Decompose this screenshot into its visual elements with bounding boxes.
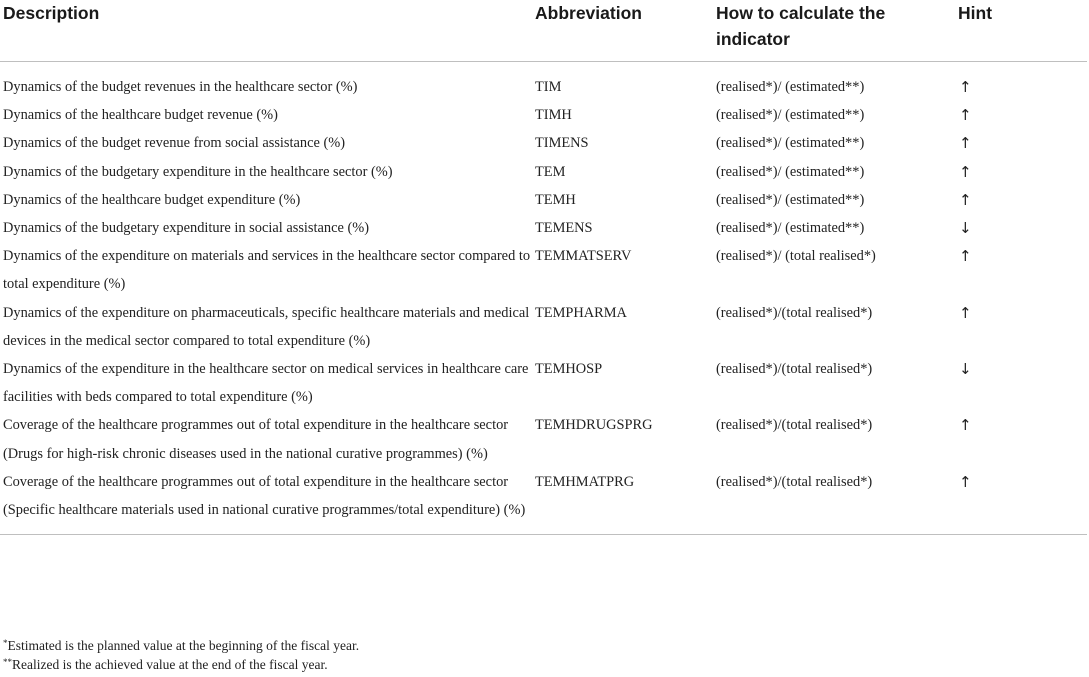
column-header-hint: Hint [955, 0, 1087, 62]
cell-description: Dynamics of the budget revenues in the healthcare sector (%) [3, 79, 358, 95]
cell-abbreviation: TEM [535, 163, 566, 180]
cell-calculation: (realised*)/ (estimated**) [716, 135, 865, 152]
footnote-mark: * [3, 638, 8, 648]
cell-calculation: (realised*)/(total realised*) [716, 361, 873, 378]
table-header [0, 0, 1087, 62]
table-row [0, 186, 1087, 214]
table-row [0, 214, 1087, 242]
cell-calculation: (realised*)/ (estimated**) [716, 79, 865, 95]
cell-description: Dynamics of the budgetary expenditure in the healthcare sector (%) [3, 163, 393, 180]
cell-description: Dynamics of the budget revenue from social assistance (%) [3, 135, 346, 152]
table-row [0, 468, 1087, 535]
cell-calculation: (realised*)/(total realised*) [716, 417, 873, 434]
cell-hint-arrow: ↓ [959, 360, 972, 379]
table-row [0, 242, 1087, 298]
cell-hint-arrow: ↑ [959, 190, 972, 209]
cell-calculation: (realised*)/ (estimated**) [716, 191, 865, 208]
footnote-text: Estimated is the planned value at the beginning of the fiscal year. [7, 638, 360, 653]
cell-calculation: (realised*)/ (total realised*) [716, 248, 876, 265]
column-header-description: Description [0, 0, 534, 62]
cell-abbreviation: TIM [535, 79, 562, 95]
cell-hint-arrow: ↑ [959, 134, 972, 153]
cell-abbreviation: TIMH [535, 107, 572, 124]
table-row [0, 411, 1087, 467]
cell-description: Coverage of the healthcare programmes out of total expenditure in the healthcare sector (Specific healthcare materials used in national curative programmes/total expenditure) (%) [0, 468, 534, 535]
cell-abbreviation: TEMPHARMA [535, 304, 627, 321]
cell-abbreviation: TEMHOSP [535, 361, 603, 378]
table-row [0, 158, 1087, 186]
cell-hint-arrow: ↑ [959, 416, 972, 435]
cell-hint-arrow: ↑ [959, 78, 972, 96]
table-body [0, 62, 1087, 535]
table-footnotes [3, 636, 359, 674]
cell-hint-arrow: ↑ [959, 247, 972, 266]
table-row [0, 62, 1087, 102]
column-header-calculation: How to calculate the indicator [714, 0, 955, 62]
cell-abbreviation: TEMH [535, 191, 576, 208]
cell-abbreviation: TEMMATSERV [535, 248, 632, 265]
cell-hint-arrow: ↑ [955, 468, 1087, 535]
cell-hint-arrow: ↑ [959, 303, 972, 322]
footnote [3, 636, 359, 655]
cell-description: Dynamics of the budgetary expenditure in social assistance (%) [3, 220, 370, 237]
cell-calculation: (realised*)/ (estimated**) [716, 107, 865, 124]
cell-hint-arrow: ↑ [959, 162, 972, 181]
cell-abbreviation: TEMENS [535, 220, 593, 237]
cell-hint-arrow: ↑ [959, 106, 972, 125]
cell-calculation: (realised*)/ (estimated**) [716, 163, 865, 180]
footnote [3, 655, 359, 674]
table-row [0, 101, 1087, 129]
footnote-mark: ** [3, 657, 12, 667]
cell-abbreviation: TEMHMATPRG [534, 468, 714, 535]
cell-description: Dynamics of the healthcare budget expenditure (%) [3, 191, 301, 208]
cell-abbreviation: TIMENS [535, 135, 589, 152]
cell-calculation: (realised*)/(total realised*) [714, 468, 955, 535]
footnote-text: Realized is the achieved value at the end of the fiscal year. [12, 657, 328, 672]
cell-description: Dynamics of the expenditure on pharmaceuticals, specific healthcare materials and medical devices in the medical sector compared to total expenditure (%) [3, 304, 530, 349]
table-row [0, 355, 1087, 411]
column-header-abbreviation: Abbreviation [534, 0, 714, 62]
cell-abbreviation: TEMHDRUGSPRG [535, 417, 653, 434]
cell-hint-arrow: ↓ [959, 219, 972, 238]
table-row [0, 129, 1087, 157]
header-row [0, 0, 1087, 62]
cell-description: Coverage of the healthcare programmes out of total expenditure in the healthcare sector (Drugs for high-risk chronic diseases used in the national curative programmes) (%) [3, 417, 509, 462]
cell-description: Dynamics of the expenditure in the healthcare sector on medical services in healthcare care facilities with beds compared to total expenditure (%) [3, 361, 529, 406]
cell-calculation: (realised*)/ (estimated**) [716, 220, 865, 237]
table-row [0, 299, 1087, 355]
cell-calculation: (realised*)/(total realised*) [716, 304, 873, 321]
cell-description: Dynamics of the healthcare budget revenue (%) [3, 107, 278, 124]
cell-description: Dynamics of the expenditure on materials and services in the healthcare sector compared to total expenditure (%) [3, 248, 531, 293]
